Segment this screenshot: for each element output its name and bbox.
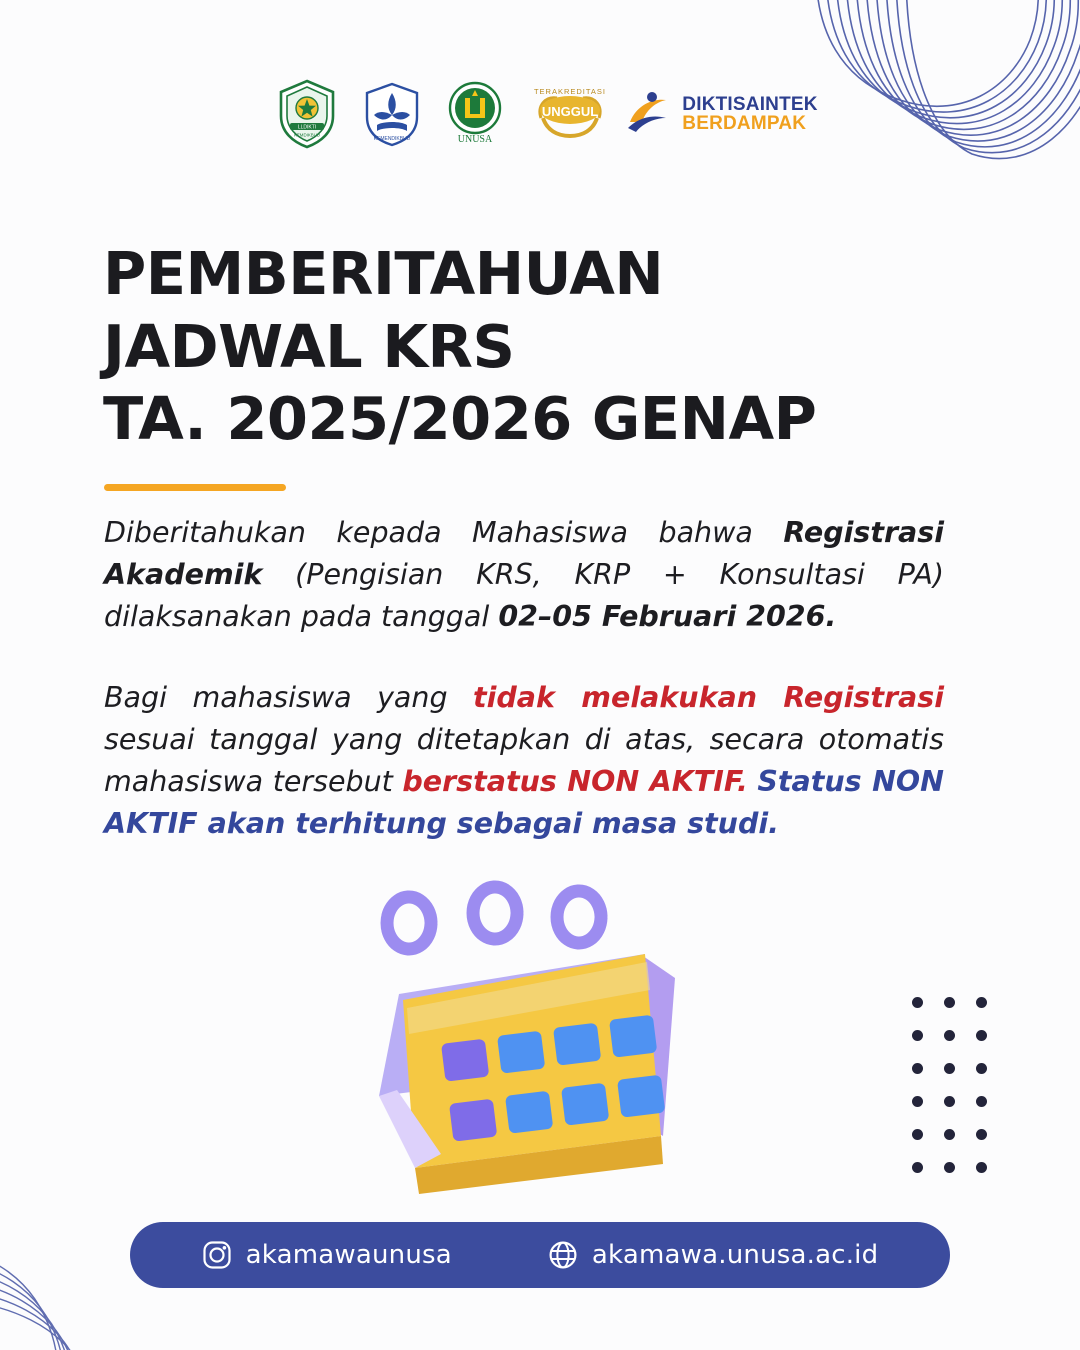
p2-text-2: sesuai tanggal yang ditetapkan di atas, secara otomatis mahasiswa tersebut <box>104 722 944 798</box>
p2-red-2: berstatus NON AKTIF. <box>402 764 748 798</box>
announcement-body <box>104 512 944 845</box>
heading-line-2: JADWAL KRS <box>103 311 515 381</box>
p1-bold-2: 02–05 Februari 2026. <box>498 600 837 634</box>
accent-rule <box>104 484 286 491</box>
p2-red-1: tidak melakukan Registrasi <box>473 680 944 714</box>
svg-text:KEMENDIKBUD: KEMENDIKBUD <box>373 136 411 142</box>
svg-text:KEMDIKBUD: KEMDIKBUD <box>293 132 321 138</box>
svg-text:UNUSA: UNUSA <box>457 134 493 145</box>
p1-bold-1: Registrasi Akademik <box>104 516 944 592</box>
heading-line-1: PEMBERITAHUAN <box>103 239 664 308</box>
diktisaintek-berdampak-logo <box>635 83 818 145</box>
akreditasi-unggul-logo <box>527 78 613 150</box>
calendar-illustration <box>345 868 735 1198</box>
p2-blue-1: Status NON AKTIF akan terhitung sebagai masa studi. <box>104 764 944 841</box>
p1-text-2: (Pengisian KRS, KRP + Konsultasi PA) dilaksanakan pada tanggal <box>104 558 944 634</box>
logo-row <box>0 78 1080 150</box>
page-title <box>103 238 963 456</box>
berdampak-label: BERDAMPAK <box>682 113 807 134</box>
p1-text-1: Diberitahukan kepada Mahasiswa bahwa <box>104 516 784 549</box>
p2-text-1: Bagi mahasiswa yang <box>104 680 474 714</box>
svg-text:TERAKREDITASI: TERAKREDITASI <box>533 87 607 96</box>
lldikti-logo <box>275 78 339 150</box>
instagram-handle: akamawaunusa <box>245 1240 452 1270</box>
globe-icon <box>548 1240 578 1270</box>
heading-line-3: TA. 2025/2026 GENAP <box>103 384 817 454</box>
paragraph-registration <box>104 512 944 639</box>
website-url: akamawa.unusa.ac.id <box>591 1240 879 1270</box>
p2-text-3 <box>748 765 758 798</box>
dot-grid-decoration <box>912 997 1008 1195</box>
website-contact[interactable] <box>548 1240 878 1270</box>
paragraph-warning <box>104 677 944 846</box>
svg-text:LLDIKTI: LLDIKTI <box>297 124 317 131</box>
kemendikbud-logo <box>361 81 423 147</box>
contact-footer <box>130 1222 950 1288</box>
instagram-contact[interactable] <box>202 1240 452 1270</box>
svg-text:UNGGUL: UNGGUL <box>541 104 599 119</box>
diktisaintek-label: DIKTISAINTEK <box>682 93 818 115</box>
instagram-icon <box>202 1240 232 1270</box>
unusa-logo <box>445 78 505 150</box>
